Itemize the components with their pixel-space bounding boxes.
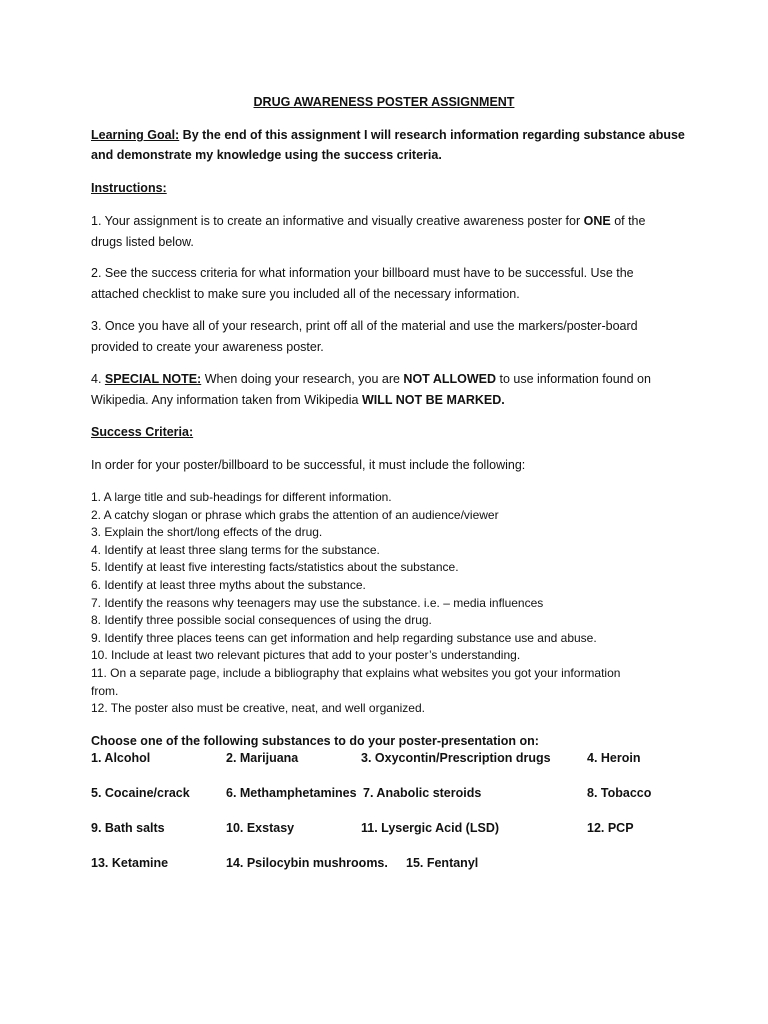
instruction-1-text-a: 1. Your assignment is to create an informative and visually creative awareness poster for [91, 214, 584, 228]
criteria-item: 7. Identify the reasons why teenagers may use the substance. i.e. – media influences [91, 595, 544, 610]
criteria-item: 4. Identify at least three slang terms for the substance. [91, 542, 380, 557]
success-criteria-intro: In order for your poster/billboard to be successful, it must include the following: [91, 458, 526, 472]
instruction-4-line-2 [91, 392, 505, 408]
substance-item: 5. Cocaine/crack [91, 786, 190, 800]
substance-item: 1. Alcohol [91, 751, 151, 765]
learning-goal-line-2: and demonstrate my knowledge using the success criteria. [91, 148, 442, 162]
substance-item: 9. Bath salts [91, 821, 165, 835]
success-criteria-heading: Success Criteria: [91, 425, 194, 439]
instruction-2-line-2: attached checklist to make sure you included all of the necessary information. [91, 287, 520, 301]
instruction-3-line-2: provided to create your awareness poster. [91, 340, 324, 354]
instruction-2-line-1: 2. See the success criteria for what information your billboard must have to be successful. Use the [91, 266, 634, 280]
instruction-4-line-1 [91, 371, 651, 387]
criteria-item: 6. Identify at least three myths about the substance. [91, 578, 366, 592]
instruction-4-number: 4. [91, 372, 105, 386]
instruction-4-text-b: to use information found on [496, 372, 651, 386]
criteria-item: 9. Identify three places teens can get information and help regarding substance use and abuse. [91, 630, 597, 645]
substance-item: 11. Lysergic Acid (LSD) [361, 821, 500, 835]
criteria-item: 10. Include at least two relevant pictures that add to your poster’s understanding. [91, 648, 521, 663]
instruction-1-line-1 [91, 213, 645, 229]
substance-item: 4. Heroin [587, 751, 641, 765]
substance-item: 3. Oxycontin/Prescription drugs [361, 751, 551, 765]
learning-goal-line-1 [91, 127, 685, 143]
learning-goal-text-1: By the end of this assignment I will research information regarding substance abuse [179, 128, 685, 142]
instruction-4-text-c: Wikipedia. Any information taken from Wikipedia [91, 393, 362, 407]
criteria-item: from. [91, 683, 119, 698]
criteria-item: 12. The poster also must be creative, neat, and well organized. [91, 701, 425, 716]
substance-item: 15. Fentanyl [406, 856, 479, 870]
criteria-item: 1. A large title and sub-headings for different information. [91, 490, 392, 504]
substance-item: 10. Exstasy [226, 821, 295, 835]
substance-item: 7. Anabolic steroids [363, 786, 482, 800]
criteria-item: 3. Explain the short/long effects of the drug. [91, 525, 323, 540]
choose-substance-heading: Choose one of the following substances to do your poster-presentation on: [91, 734, 539, 748]
instructions-heading: Instructions: [91, 181, 167, 195]
instruction-3-line-1: 3. Once you have all of your research, print off all of the material and use the markers/poster-board [91, 319, 638, 333]
instruction-1-text-b: of the [610, 214, 646, 228]
instruction-1-emphasis: ONE [583, 214, 611, 228]
instruction-4-text-a: When doing your research, you are [201, 372, 404, 386]
criteria-item: 11. On a separate page, include a bibliography that explains what websites you got your information [91, 666, 621, 680]
substance-item: 8. Tobacco [587, 786, 652, 800]
criteria-item: 5. Identify at least five interesting facts/statistics about the substance. [91, 560, 459, 575]
substance-item: 2. Marijuana [226, 751, 299, 765]
not-marked-emphasis: WILL NOT BE MARKED. [361, 393, 505, 407]
substance-item: 12. PCP [587, 821, 634, 835]
special-note-label: SPECIAL NOTE: [104, 372, 202, 386]
criteria-item: 2. A catchy slogan or phrase which grabs the attention of an audience/viewer [91, 507, 499, 522]
not-allowed-emphasis: NOT ALLOWED [403, 372, 496, 386]
substance-item: 13. Ketamine [91, 856, 169, 870]
substance-item: 6. Methamphetamines [226, 786, 357, 800]
criteria-item: 8. Identify three possible social consequences of using the drug. [91, 613, 432, 628]
document-title: DRUG AWARENESS POSTER ASSIGNMENT [253, 95, 515, 109]
substance-item: 14. Psilocybin mushrooms. [226, 856, 388, 870]
instruction-1-line-2: drugs listed below. [91, 235, 194, 249]
learning-goal-label: Learning Goal: [91, 128, 180, 142]
